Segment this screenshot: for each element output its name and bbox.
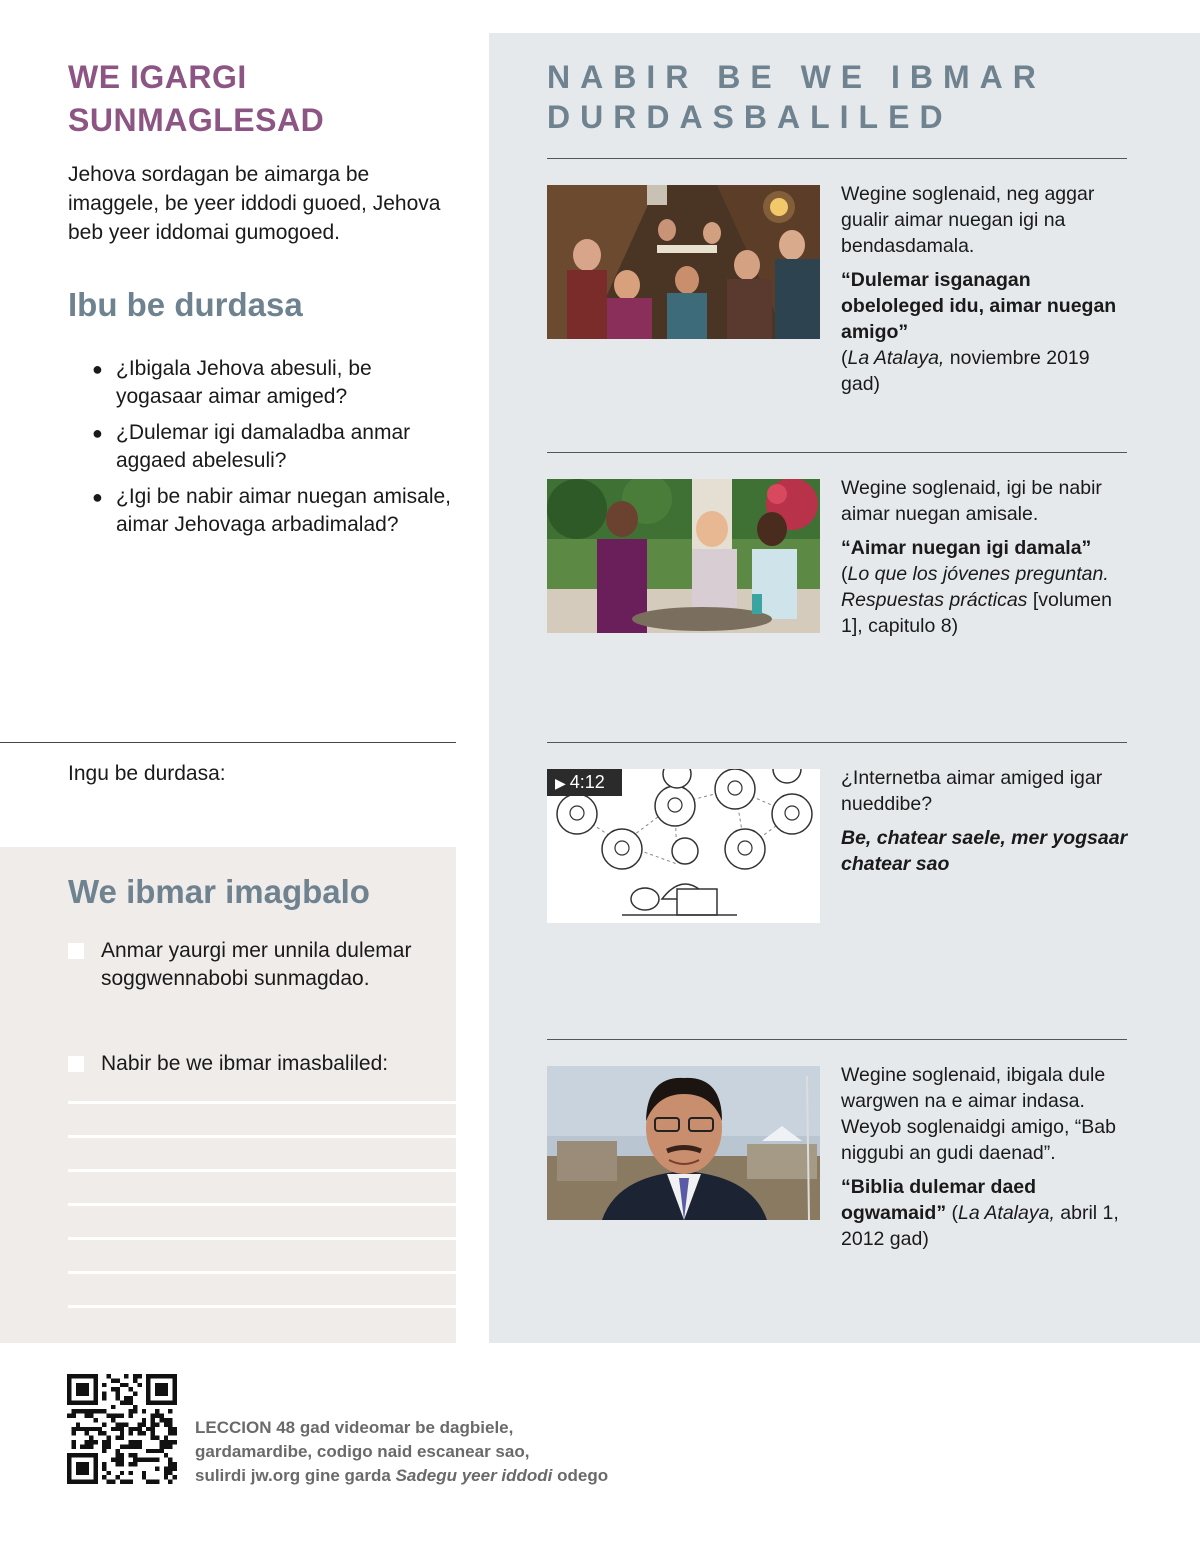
resource-reference: “Dulemar isganagan obeloleged idu, aimar nuegan amigo” (La Atalaya, noviembre 2019 gad) bbox=[841, 269, 1117, 395]
resource-link[interactable]: “Aimar nuegan igi damala” bbox=[841, 537, 1092, 559]
resource-intro: Wegine soglenaid, igi be nabir aimar nuegan amisale. bbox=[841, 477, 1102, 525]
explore-title-line1: NABIR BE WE IBMAR bbox=[547, 59, 1046, 95]
resource-description bbox=[841, 765, 1131, 885]
resource-intro: Wegine soglenaid, ibigala dule wargwen na e aimar indasa. Weyob soglenaidgi amigo, “Bab niggubi an gudi daenad”. bbox=[841, 1064, 1116, 1164]
qr-code[interactable] bbox=[67, 1374, 177, 1484]
writing-line[interactable] bbox=[68, 1135, 456, 1138]
writing-lines bbox=[68, 1101, 456, 1339]
resource-link[interactable]: “Biblia dulemar daed ogwamaid” bbox=[841, 1176, 1037, 1224]
divider bbox=[0, 742, 456, 743]
goal-item: Anmar yaurgi mer unnila dulemar soggwennabobi sunmagdao. bbox=[68, 937, 438, 993]
resource-reference: “Aimar nuegan igi damala” (Lo que los jóvenes preguntan. Respuestas prácticas [volumen 1], capitulo 8) bbox=[841, 537, 1112, 637]
divider bbox=[547, 742, 1127, 743]
resource-link[interactable]: Be, chatear saele, mer yogsaar chatear sao bbox=[841, 827, 1128, 875]
bullet-icon: ● bbox=[92, 423, 103, 443]
review-question: ● ¿Igi be nabir aimar nuegan amisale, aimar Jehovaga arbadimalad? bbox=[92, 485, 452, 536]
writing-line[interactable] bbox=[68, 1271, 456, 1274]
review-questions bbox=[92, 355, 452, 547]
review-title: Ibu be durdasa bbox=[68, 286, 303, 323]
online-friends-video-thumbnail[interactable] bbox=[547, 769, 820, 923]
review-question: ● ¿Dulemar igi damaladba anmar aggaed abelesuli? bbox=[92, 421, 411, 472]
divider bbox=[547, 452, 1127, 453]
man-portrait-photo[interactable] bbox=[547, 1066, 820, 1220]
writing-line[interactable] bbox=[68, 1237, 456, 1240]
summary-title-line2: SUNMAGLESAD bbox=[68, 102, 325, 138]
study-group-photo[interactable] bbox=[547, 185, 820, 339]
resource-description bbox=[841, 475, 1131, 647]
resource-intro: Wegine soglenaid, neg aggar gualir aimar nuegan igi na bendasdamala. bbox=[841, 183, 1095, 257]
resource-description bbox=[841, 1062, 1131, 1260]
writing-line[interactable] bbox=[68, 1203, 456, 1206]
writing-line[interactable] bbox=[68, 1305, 456, 1308]
resource-reference: “Biblia dulemar daed ogwamaid” (La Atalaya, abril 1, 2012 gad) bbox=[841, 1176, 1119, 1250]
summary-text: Jehova sordagan be aimarga be imaggele, be yeer iddodi guoed, Jehova beb yeer iddomai gumogoed. bbox=[68, 163, 441, 244]
goal-checkbox[interactable] bbox=[68, 1056, 84, 1072]
summary-title-line1: WE IGARGI bbox=[68, 59, 247, 95]
goal-checkbox[interactable] bbox=[68, 943, 84, 959]
goal-item: Nabir be we ibmar imasbaliled: bbox=[68, 1050, 438, 1078]
play-icon: ▶ bbox=[555, 775, 566, 791]
summary-title bbox=[68, 56, 448, 142]
resource-description bbox=[841, 181, 1131, 405]
writing-line[interactable] bbox=[68, 1169, 456, 1172]
footer-note: LECCION 48 gad videomar be dagbiele, gardamardibe, codigo naid escanear sao, sulirdi jw.org gine garda Sadegu yeer iddodi odego bbox=[195, 1418, 609, 1485]
resource-link[interactable]: “Dulemar isganagan obeloleged idu, aimar nuegan amigo” bbox=[841, 269, 1117, 343]
explore-panel bbox=[489, 33, 1200, 1343]
goals-title: We ibmar imagbalo bbox=[68, 873, 370, 910]
writing-line[interactable] bbox=[68, 1101, 456, 1104]
explore-title bbox=[547, 57, 1167, 137]
resource-reference bbox=[841, 825, 1131, 877]
goals-panel bbox=[0, 847, 456, 1343]
left-column bbox=[0, 0, 456, 1343]
try-label: Ingu be durdasa: bbox=[68, 762, 226, 785]
video-duration-badge[interactable]: ▶ 4:12 bbox=[547, 769, 622, 796]
bullet-icon: ● bbox=[92, 359, 103, 379]
explore-title-line2: DURDASBALILED bbox=[547, 99, 953, 135]
review-question: ● ¿Ibigala Jehova abesuli, be yogasaar aimar amiged? bbox=[92, 357, 372, 408]
divider bbox=[547, 158, 1127, 159]
resource-intro: ¿Internetba aimar amiged igar nueddibe? bbox=[841, 767, 1103, 815]
divider bbox=[547, 1039, 1127, 1040]
friends-conversation-photo[interactable] bbox=[547, 479, 820, 633]
bullet-icon: ● bbox=[92, 487, 103, 507]
